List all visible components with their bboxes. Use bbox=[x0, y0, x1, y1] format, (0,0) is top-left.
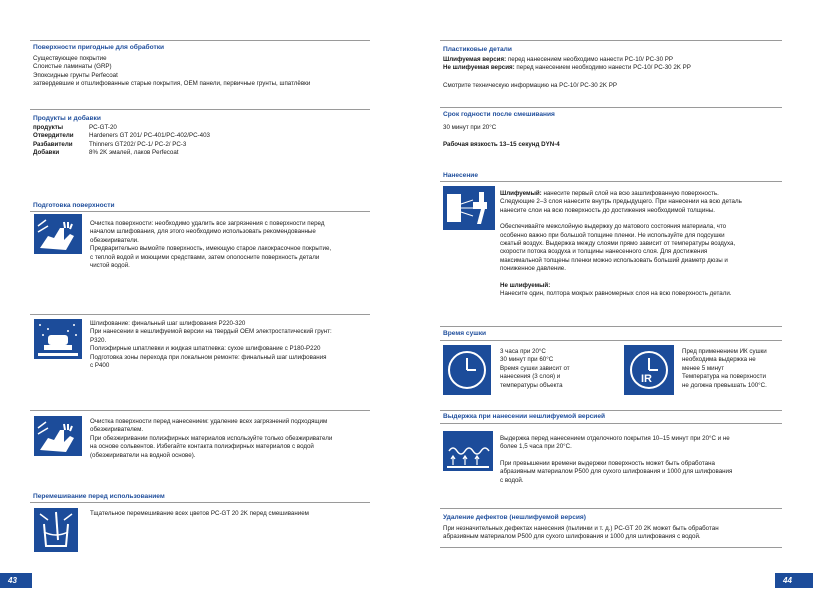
text-line: с P400 bbox=[90, 362, 110, 370]
text-line: (обезжириватели на водной основе). bbox=[90, 451, 196, 459]
surfaces-title: Поверхности пригодные для обработки bbox=[33, 44, 165, 51]
divider bbox=[30, 314, 370, 315]
text-line: Не шлифуемый: bbox=[500, 281, 551, 289]
text-line: При нанесении в нешлифуемой версии на твердый OEM электростатический грунт: bbox=[90, 328, 332, 336]
text-line: Обеспечивайте межслойную выдержку до матового состояния материала, что bbox=[500, 223, 727, 231]
products-row: продукты PC-GT-20 bbox=[33, 124, 117, 131]
text-line: особенно важно при большой толщине пленки. Не используйте для подсушки bbox=[500, 231, 725, 239]
text-line: При обезжиривании полиэфирных материалов используйте только обезжириватели bbox=[90, 434, 333, 442]
surfaces-line: Слоистые ламинаты (GRP) bbox=[33, 63, 112, 71]
text-line: Не шлифуемая версия: перед нанесением необходимо нанести PC-10/ PC-30 2K PP bbox=[443, 64, 691, 72]
prep-title: Подготовка поверхности bbox=[33, 202, 115, 209]
text-line: Температура на поверхности bbox=[682, 373, 766, 381]
text-line: 30 минут при 60°C bbox=[500, 356, 554, 364]
spray-gun-icon bbox=[443, 186, 495, 230]
divider bbox=[30, 410, 370, 411]
text-line: Шлифование: финальный шаг шлифования P220-320 bbox=[90, 320, 246, 327]
application-text bbox=[500, 190, 742, 298]
sanding-icon bbox=[34, 319, 82, 359]
text-line: Очистка поверхности: необходимо удалить все загрязнения с поверхности перед bbox=[90, 220, 325, 227]
defects-text bbox=[443, 525, 719, 542]
text-line: максимальной толщены пленки можно использовать больший диаметр дюзы и bbox=[500, 256, 728, 264]
text-line: Очистка поверхности перед нанесением: удаление всех загрязнений подходящим bbox=[90, 418, 328, 425]
text-line: Смотрите техническую информацию на PC-10/ PC-30 2K PP bbox=[443, 81, 617, 89]
divider bbox=[440, 40, 782, 41]
text-line: Пред применением ИК сушки bbox=[682, 348, 767, 355]
text-line: Шлифуемая версия: перед нанесением необходимо нанести PC-10/ PC-30 PP bbox=[443, 56, 674, 63]
potlife-value: 30 минут при 20°C bbox=[443, 124, 497, 131]
text-line: обезжиривателем. bbox=[90, 426, 144, 434]
text-line: чистой водой. bbox=[90, 262, 130, 270]
text-line: 3 часа при 20°C bbox=[500, 348, 546, 355]
text-line: Подготовка зоны перехода при локальном ремонте: финальный шаг шлифования bbox=[90, 353, 327, 361]
text-line: началом шлифования, для этого необходимо использовать рекомендованные bbox=[90, 228, 316, 236]
text-line: Нанесите один, полтора мокрых равномерных слоя на всю поверхность детали. bbox=[500, 290, 732, 298]
text-line: с теплой водой и моющими средствами, затем ополосните поверхность детали bbox=[90, 253, 320, 261]
products-title: Продукты и добавки bbox=[33, 115, 101, 122]
text-line: скорости потока воздуха и толщины нанесенного слоя. Для достижения bbox=[500, 248, 708, 256]
divider bbox=[440, 423, 782, 424]
divider bbox=[30, 40, 370, 41]
text-line: обезжириватели. bbox=[90, 236, 139, 244]
page-number-right: 44 bbox=[775, 573, 813, 588]
text-line: более 1,5 часа при 20°C. bbox=[500, 443, 572, 451]
text-line: Полиэфирные шпатлевки и жидкая шпатлевка: сухое шлифование с P180-P220 bbox=[90, 345, 321, 353]
products-row: Разбавители Thinners GT202/ PC-1/ PC-2/ PC-3 bbox=[33, 140, 187, 148]
text-line: с водой. bbox=[500, 476, 524, 484]
text-line: абразивным материалом P500 для сухого шлифования и 1000 для шлифования bbox=[500, 468, 733, 476]
text-line: пониженное давление. bbox=[500, 265, 566, 273]
plastic-text bbox=[443, 56, 691, 90]
divider bbox=[440, 340, 782, 341]
clock-icon bbox=[443, 345, 491, 395]
flash-text bbox=[500, 435, 732, 485]
drying-left-text bbox=[500, 348, 570, 390]
surfaces-line: Эпоксидные грунты Perfecoat bbox=[33, 71, 118, 79]
plastic-title: Пластиковые детали bbox=[443, 46, 512, 53]
text-line: При незначительных дефектах нанесения (пылинки и т. д.) PC-GT 20 2K может быть обработан bbox=[443, 525, 719, 532]
products-row: Добавки 8% 2K эмалей, лаков Perfecoat bbox=[33, 149, 179, 157]
text-line: Выдержка перед нанесением отделочного покрытия 10–15 минут при 20°C и не bbox=[500, 435, 730, 442]
drying-right-text bbox=[682, 348, 767, 390]
divider bbox=[440, 326, 782, 327]
flash-off-icon bbox=[443, 431, 493, 471]
text-line: абразивным материалом P500 для сухого шлифования и 1000 для шлифования с водой. bbox=[443, 533, 701, 541]
text-line: P320. bbox=[90, 336, 107, 344]
text-line: При превышении времени выдержки поверхность может быть обработана bbox=[500, 459, 715, 467]
text-line: Предварительно вымойте поверхность, имеющую старое лакокрасочное покрытие, bbox=[90, 245, 332, 253]
ir-label: IR bbox=[641, 373, 652, 385]
divider bbox=[30, 502, 370, 503]
divider bbox=[440, 181, 782, 182]
divider bbox=[30, 109, 370, 110]
potlife-title: Срок годности после смешивания bbox=[443, 111, 555, 118]
defects-title: Удаление дефектов (нешлифуемой версия) bbox=[443, 514, 586, 521]
hand-cleaning-icon bbox=[34, 214, 82, 254]
text-line: сжатый воздух. Выдержка между слоями прямо зависит от температуры воздуха, bbox=[500, 240, 736, 248]
surfaces-line: затвердевшие и отшлифованные старые покрытия, OEM панели, первичные грунты, шпатлёвки bbox=[33, 80, 311, 88]
drying-title: Время сушки bbox=[443, 330, 487, 337]
ir-clock-icon bbox=[624, 345, 674, 395]
flash-title: Выдержка при нанесении нешлифуемой версией bbox=[443, 413, 606, 420]
products-row: Отвердители Hardeners GT 201/ PC-401/PC-402/PC-403 bbox=[33, 132, 210, 140]
text-line: не должна превышать 100°C. bbox=[682, 381, 767, 389]
products-table bbox=[33, 124, 210, 158]
text-line: на основе сольвентов. Избегайте контакта полиэфирных материалов с водой bbox=[90, 443, 314, 451]
hand-cleaning-icon bbox=[34, 416, 82, 456]
divider bbox=[440, 508, 782, 509]
text-line: нанесите слои на всю поверхность до достижения необходимой толщины. bbox=[500, 206, 715, 214]
divider bbox=[30, 211, 370, 212]
surfaces-list bbox=[33, 55, 310, 89]
divider bbox=[440, 107, 782, 108]
text-line: менее 5 минут bbox=[682, 364, 724, 372]
prep-block-2 bbox=[90, 320, 332, 370]
stirring-icon bbox=[34, 508, 78, 552]
mixing-text: Тщательное перемешивание всех цветов PC-GT 20 2K перед смешиванием bbox=[90, 510, 309, 517]
text-line: Шлифуемый: нанесите первый слой на всю зашлифованную поверхность. bbox=[500, 190, 719, 197]
text-line: необходима выдержка не bbox=[682, 356, 756, 364]
divider bbox=[440, 547, 782, 548]
text-line: Следующие 2–3 слоя нанесите внутрь предыдущего. При нанесении на всю деталь bbox=[500, 198, 742, 206]
viscosity-value: Рабочая вязкость 13–15 секунд DYN-4 bbox=[443, 141, 560, 148]
page-number-left: 43 bbox=[0, 573, 32, 588]
text-line: температуры объекта bbox=[500, 381, 563, 389]
mixing-title: Перемешивание перед использованием bbox=[33, 493, 165, 500]
text-line: Время сушки зависит от bbox=[500, 364, 570, 372]
application-title: Нанесение bbox=[443, 172, 479, 179]
prep-block-1 bbox=[90, 220, 331, 270]
surfaces-line: Существующее покрытие bbox=[33, 55, 107, 62]
divider bbox=[440, 410, 782, 411]
prep-block-3 bbox=[90, 418, 332, 460]
text-line: нанесения (3 слоя) и bbox=[500, 373, 561, 381]
